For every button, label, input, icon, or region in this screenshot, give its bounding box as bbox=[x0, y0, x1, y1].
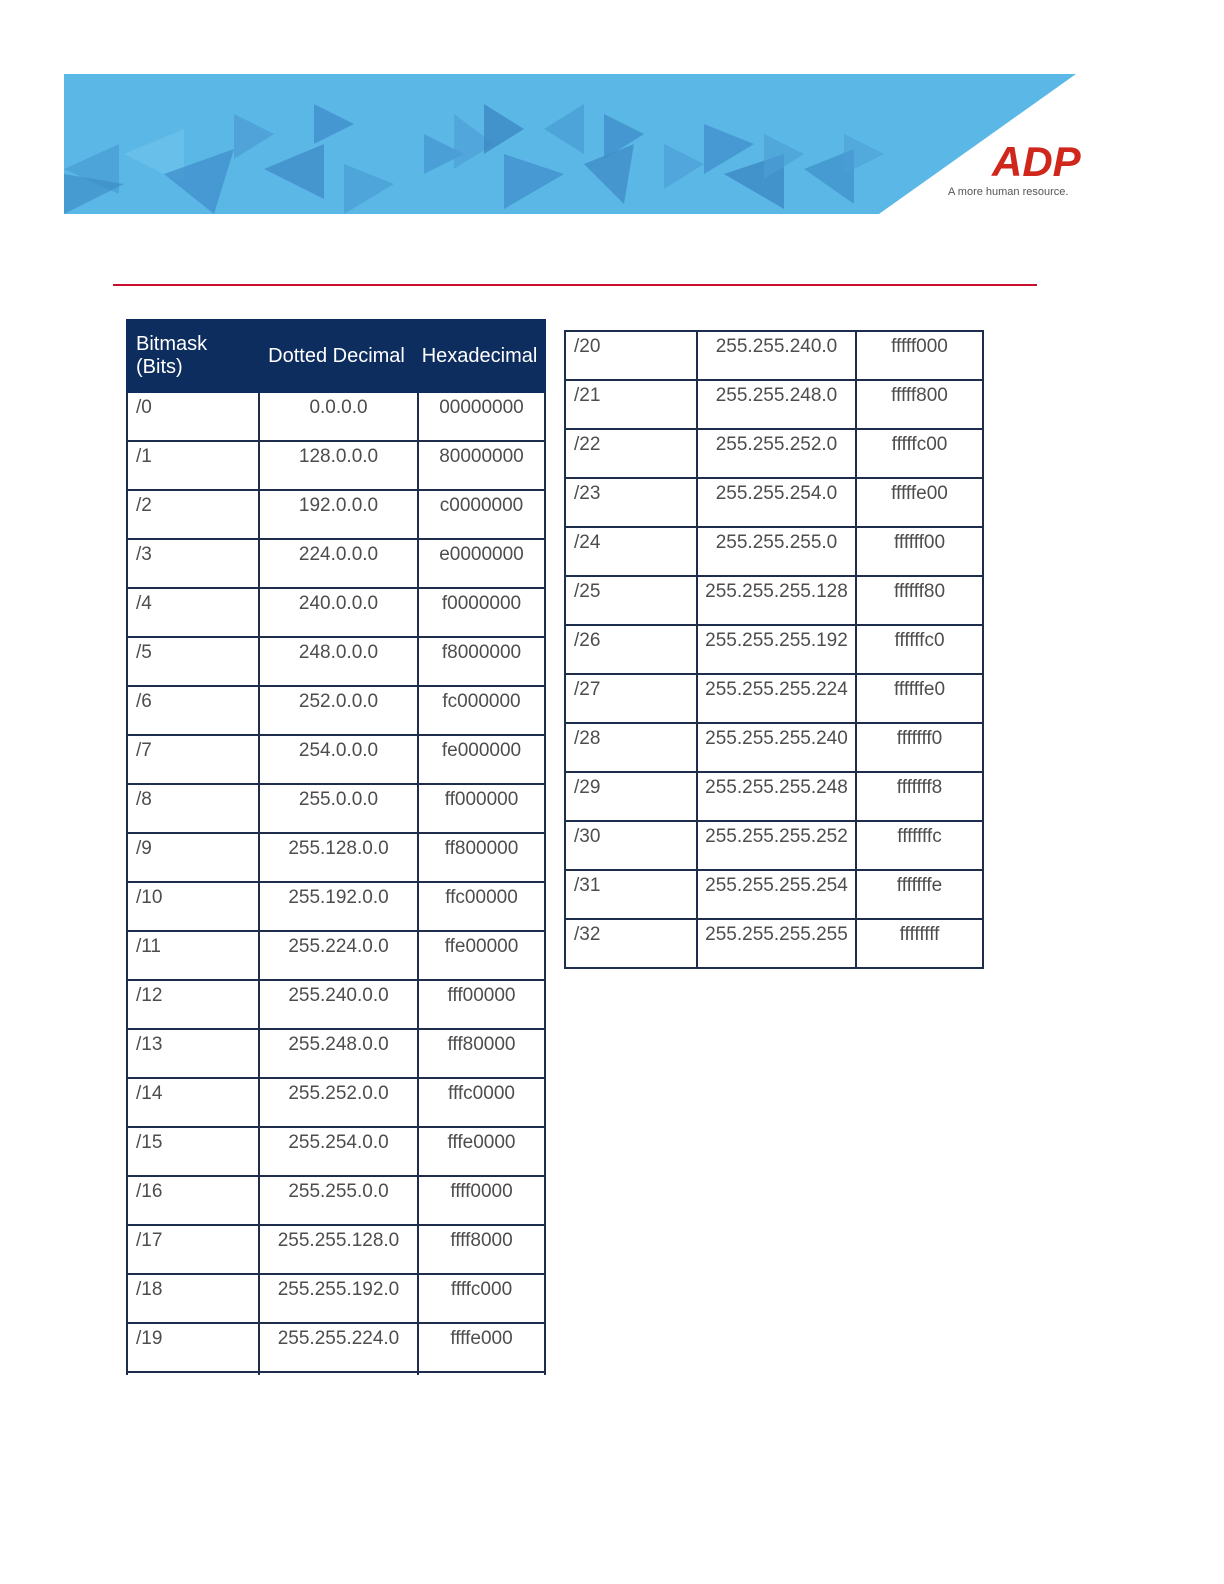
table-row bbox=[565, 527, 983, 576]
cell-hexadecimal: 80000000 bbox=[418, 441, 545, 490]
cell-bitmask: /13 bbox=[127, 1029, 259, 1078]
cell-bitmask: /0 bbox=[127, 392, 259, 441]
table-header-row bbox=[127, 320, 545, 392]
table-row bbox=[127, 784, 545, 833]
cell-hexadecimal: ff000000 bbox=[418, 784, 545, 833]
cell-bitmask: /12 bbox=[127, 980, 259, 1029]
cell-hexadecimal: fffff000 bbox=[856, 331, 983, 380]
table-row bbox=[565, 821, 983, 870]
cell-dotted-decimal: 255.255.255.128 bbox=[697, 576, 856, 625]
cell-hexadecimal: fffffff0 bbox=[856, 723, 983, 772]
cell-bitmask: /10 bbox=[127, 882, 259, 931]
cell-hexadecimal: f0000000 bbox=[418, 588, 545, 637]
header-dotted-decimal: Dotted Decimal bbox=[259, 320, 418, 392]
table-row bbox=[127, 1127, 545, 1176]
cell-bitmask: /28 bbox=[565, 723, 697, 772]
table-row bbox=[565, 576, 983, 625]
cell-bitmask: /20 bbox=[565, 331, 697, 380]
cell-hexadecimal: ffffffc0 bbox=[856, 625, 983, 674]
cell-hexadecimal: ffff8000 bbox=[418, 1225, 545, 1274]
table-row bbox=[127, 931, 545, 980]
table-row bbox=[127, 833, 545, 882]
table-row bbox=[127, 1029, 545, 1078]
cell-dotted-decimal: 128.0.0.0 bbox=[259, 441, 418, 490]
cell-dotted-decimal: 255.255.224.0 bbox=[259, 1323, 418, 1372]
horizontal-rule bbox=[113, 284, 1037, 286]
cell-dotted-decimal: 255.255.255.224 bbox=[697, 674, 856, 723]
cell-dotted-decimal: 255.255.255.192 bbox=[697, 625, 856, 674]
cell-hexadecimal: fffffff8 bbox=[856, 772, 983, 821]
table-row bbox=[127, 1274, 545, 1323]
cell-bitmask: /2 bbox=[127, 490, 259, 539]
table-row bbox=[565, 919, 983, 968]
cell-bitmask: /31 bbox=[565, 870, 697, 919]
cell-hexadecimal: f8000000 bbox=[418, 637, 545, 686]
cell-bitmask: /27 bbox=[565, 674, 697, 723]
cell-hexadecimal: ffffffe0 bbox=[856, 674, 983, 723]
cell-hexadecimal: c0000000 bbox=[418, 490, 545, 539]
cell-dotted-decimal: 192.0.0.0 bbox=[259, 490, 418, 539]
cell-bitmask: /3 bbox=[127, 539, 259, 588]
cell-bitmask: /30 bbox=[565, 821, 697, 870]
cell-dotted-decimal: 255.240.0.0 bbox=[259, 980, 418, 1029]
cell-bitmask: /22 bbox=[565, 429, 697, 478]
cell-bitmask: /16 bbox=[127, 1176, 259, 1225]
cell-bitmask: /25 bbox=[565, 576, 697, 625]
table-row bbox=[127, 490, 545, 539]
cell-bitmask: /7 bbox=[127, 735, 259, 784]
cell-bitmask: /6 bbox=[127, 686, 259, 735]
cell-dotted-decimal: 255.255.128.0 bbox=[259, 1225, 418, 1274]
cell-dotted-decimal: 255.255.255.240 bbox=[697, 723, 856, 772]
cell-hexadecimal: fffe0000 bbox=[418, 1127, 545, 1176]
cell-hexadecimal: fffffc00 bbox=[856, 429, 983, 478]
subnet-mask-table-right bbox=[564, 330, 984, 969]
cell-dotted-decimal: 255.255.192.0 bbox=[259, 1274, 418, 1323]
cell-bitmask: /9 bbox=[127, 833, 259, 882]
cell-bitmask: /21 bbox=[565, 380, 697, 429]
cell-bitmask: /19 bbox=[127, 1323, 259, 1372]
table-row bbox=[565, 380, 983, 429]
cell-hexadecimal: fc000000 bbox=[418, 686, 545, 735]
cell-bitmask: /11 bbox=[127, 931, 259, 980]
table-row bbox=[127, 1225, 545, 1274]
cell-dotted-decimal: 240.0.0.0 bbox=[259, 588, 418, 637]
cell-bitmask: /15 bbox=[127, 1127, 259, 1176]
cell-bitmask: /24 bbox=[565, 527, 697, 576]
cell-hexadecimal: ffffe000 bbox=[418, 1323, 545, 1372]
cell-dotted-decimal: 224.0.0.0 bbox=[259, 539, 418, 588]
cell-dotted-decimal: 255.252.0.0 bbox=[259, 1078, 418, 1127]
cell-hexadecimal: e0000000 bbox=[418, 539, 545, 588]
cell-bitmask: /26 bbox=[565, 625, 697, 674]
cell-bitmask: /5 bbox=[127, 637, 259, 686]
cell-dotted-decimal: 255.255.255.252 bbox=[697, 821, 856, 870]
cell-hexadecimal: fffc0000 bbox=[418, 1078, 545, 1127]
cell-hexadecimal: ffffc000 bbox=[418, 1274, 545, 1323]
table-row bbox=[127, 1176, 545, 1225]
table-row bbox=[127, 588, 545, 637]
table-row bbox=[127, 1323, 545, 1372]
cell-hexadecimal: 00000000 bbox=[418, 392, 545, 441]
cell-hexadecimal: ff800000 bbox=[418, 833, 545, 882]
cell-hexadecimal: fe000000 bbox=[418, 735, 545, 784]
table-row bbox=[565, 870, 983, 919]
table-row bbox=[127, 539, 545, 588]
header-hexadecimal: Hexadecimal bbox=[418, 320, 545, 392]
cell-hexadecimal: fffffe00 bbox=[856, 478, 983, 527]
subnet-mask-table-left bbox=[126, 319, 546, 1375]
cell-hexadecimal: ffffff80 bbox=[856, 576, 983, 625]
table-row bbox=[565, 723, 983, 772]
svg-text:ADP: ADP bbox=[992, 140, 1081, 185]
table-row bbox=[565, 331, 983, 380]
cell-dotted-decimal: 255.255.252.0 bbox=[697, 429, 856, 478]
cell-dotted-decimal: 0.0.0.0 bbox=[259, 392, 418, 441]
adp-logo-graphic bbox=[944, 140, 1084, 185]
cell-hexadecimal: ffc00000 bbox=[418, 882, 545, 931]
cell-dotted-decimal: 248.0.0.0 bbox=[259, 637, 418, 686]
cell-dotted-decimal: 255.192.0.0 bbox=[259, 882, 418, 931]
table-footer-row bbox=[127, 1372, 545, 1375]
table-row bbox=[127, 441, 545, 490]
cell-bitmask: /14 bbox=[127, 1078, 259, 1127]
cell-hexadecimal: ffffffff bbox=[856, 919, 983, 968]
table-row bbox=[127, 980, 545, 1029]
cell-dotted-decimal: 255.255.255.0 bbox=[697, 527, 856, 576]
cell-bitmask: /8 bbox=[127, 784, 259, 833]
table-row bbox=[565, 429, 983, 478]
cell-dotted-decimal: 255.255.255.254 bbox=[697, 870, 856, 919]
cell-dotted-decimal: 255.255.255.248 bbox=[697, 772, 856, 821]
table-row bbox=[127, 686, 545, 735]
cell-dotted-decimal: 255.128.0.0 bbox=[259, 833, 418, 882]
cell-dotted-decimal: 254.0.0.0 bbox=[259, 735, 418, 784]
cell-hexadecimal: fffff800 bbox=[856, 380, 983, 429]
table-row bbox=[565, 674, 983, 723]
cell-bitmask: /4 bbox=[127, 588, 259, 637]
cell-bitmask: /1 bbox=[127, 441, 259, 490]
cell-bitmask: /18 bbox=[127, 1274, 259, 1323]
table-row bbox=[127, 882, 545, 931]
cell-dotted-decimal: 255.254.0.0 bbox=[259, 1127, 418, 1176]
header-bitmask: Bitmask (Bits) bbox=[127, 320, 259, 392]
cell-dotted-decimal: 255.248.0.0 bbox=[259, 1029, 418, 1078]
table-row bbox=[127, 735, 545, 784]
table-row bbox=[127, 637, 545, 686]
cell-hexadecimal: fffffffe bbox=[856, 870, 983, 919]
cell-dotted-decimal: 255.224.0.0 bbox=[259, 931, 418, 980]
table-row bbox=[565, 625, 983, 674]
cell-dotted-decimal: 255.255.248.0 bbox=[697, 380, 856, 429]
cell-hexadecimal: ffe00000 bbox=[418, 931, 545, 980]
cell-hexadecimal: ffff0000 bbox=[418, 1176, 545, 1225]
table-row bbox=[565, 772, 983, 821]
cell-bitmask: /32 bbox=[565, 919, 697, 968]
cell-dotted-decimal: 255.255.255.255 bbox=[697, 919, 856, 968]
cell-dotted-decimal: 255.255.254.0 bbox=[697, 478, 856, 527]
cell-bitmask: /23 bbox=[565, 478, 697, 527]
cell-bitmask: /17 bbox=[127, 1225, 259, 1274]
table-row bbox=[127, 1078, 545, 1127]
table-row bbox=[565, 478, 983, 527]
tagline: A more human resource. bbox=[948, 186, 1069, 198]
cell-hexadecimal: fffffffc bbox=[856, 821, 983, 870]
cell-hexadecimal: fff00000 bbox=[418, 980, 545, 1029]
cell-hexadecimal: ffffff00 bbox=[856, 527, 983, 576]
cell-dotted-decimal: 255.0.0.0 bbox=[259, 784, 418, 833]
cell-dotted-decimal: 255.255.0.0 bbox=[259, 1176, 418, 1225]
cell-dotted-decimal: 252.0.0.0 bbox=[259, 686, 418, 735]
cell-hexadecimal: fff80000 bbox=[418, 1029, 545, 1078]
table-row bbox=[127, 392, 545, 441]
cell-dotted-decimal: 255.255.240.0 bbox=[697, 331, 856, 380]
cell-bitmask: /29 bbox=[565, 772, 697, 821]
